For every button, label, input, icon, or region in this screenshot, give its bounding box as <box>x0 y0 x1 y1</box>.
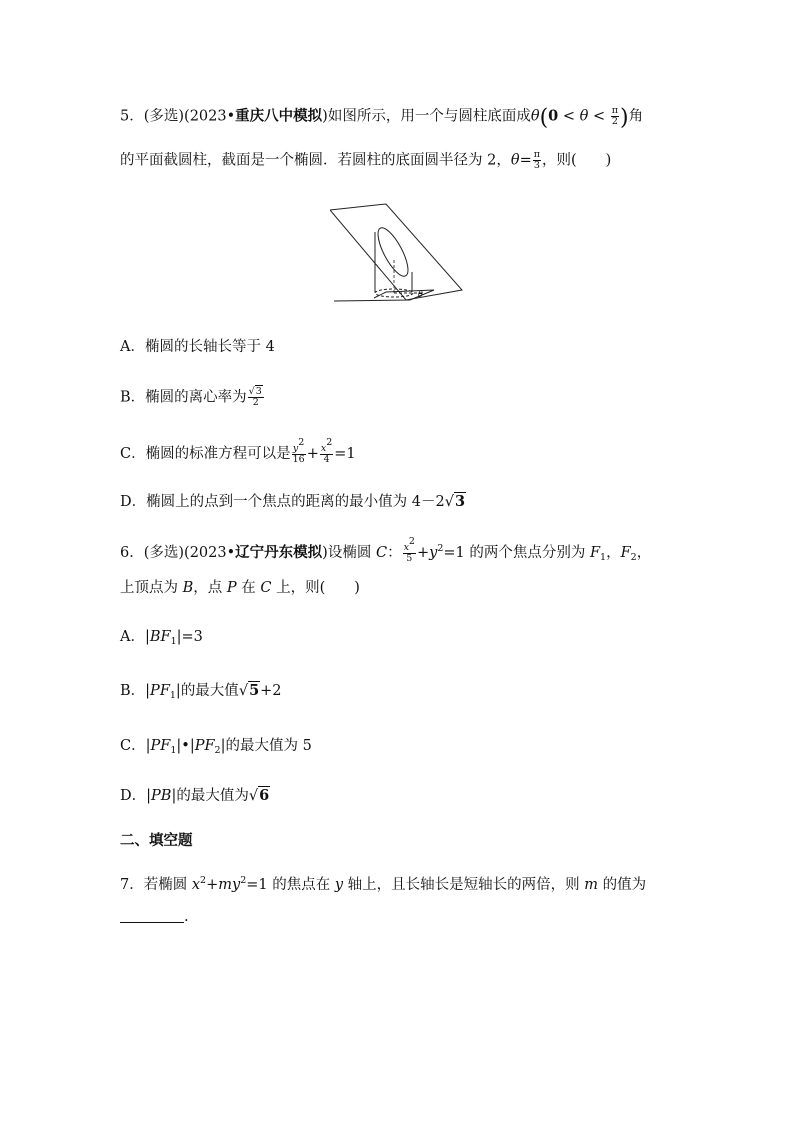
q6-source: 辽宁丹东模拟 <box>235 544 323 561</box>
q6-option-b: B．$|PF_1|$的最大值√5+2 <box>120 682 282 701</box>
answer-blank[interactable] <box>120 908 184 923</box>
q5-line2: 的平面截圆柱，截面是一个椭圆．若圆柱的底面圆半径为 2，θ= $\frac{\pi}{3}$ ，则( ) <box>120 149 612 171</box>
x2-over-5: $\frac{x^2}{5}$ <box>403 536 415 564</box>
q6-line2: 上顶点为 B，点 P 在 C 上，则( ) <box>120 580 360 596</box>
q5-option-d: D．椭圆上的点到一个焦点的距离的最小值为 4－2√3 <box>120 493 466 510</box>
figure-theta-label: θ <box>418 290 423 299</box>
y2-over-16: $\frac{y^2}{16}$ <box>292 437 305 465</box>
section-heading: 二、填空题 <box>120 832 193 849</box>
q7-line2: . <box>120 907 189 927</box>
cylinder-plane-figure <box>330 200 466 306</box>
sqrt3-over-2: $\frac{√3}{2}$ <box>248 386 262 408</box>
q5-line1: 5．(多选)(2023•重庆八中模拟)如图所示，用一个与圆柱底面成θ(0 < θ < $\frac{\pi}{2}$ )角 <box>120 105 644 131</box>
q5-pi-over-3: $\frac{\pi}{3}$ <box>533 149 540 171</box>
q5-option-c: C．椭圆的标准方程可以是 $\frac{y^2}{16}$ + $\frac{x^2}{4}$ =1 <box>120 437 356 465</box>
q6-line1: 6．(多选)(2023•辽宁丹东模拟)设椭圆 C： $\frac{x^2}{5}$ $+y^2=1$ 的两个焦点分别为 $F_1$，$F_2$， <box>120 536 652 564</box>
q6-option-d: D．|PB|的最大值为√6 <box>120 787 270 804</box>
x2-over-4: $\frac{x^2}{4}$ <box>320 437 333 465</box>
q7-line1: 7．若椭圆 $x^2+my^2=1$ 的焦点在 y 轴上，且长轴长是短轴长的两倍，则 m 的值为 <box>120 875 647 893</box>
q5-source: 重庆八中模拟 <box>235 107 323 125</box>
q5-pi-over-2: $\frac{\pi}{2}$ <box>611 105 618 127</box>
q6-option-a: A．$|BF_1|=3$ <box>120 629 203 647</box>
q6-option-c: C．$|PF_1|•|PF_2|$的最大值为 5 <box>120 738 312 756</box>
q5-option-a: A．椭圆的长轴长等于 4 <box>120 339 275 355</box>
q5-option-b: B．椭圆的离心率为 $\frac{√3}{2}$ <box>120 386 262 408</box>
